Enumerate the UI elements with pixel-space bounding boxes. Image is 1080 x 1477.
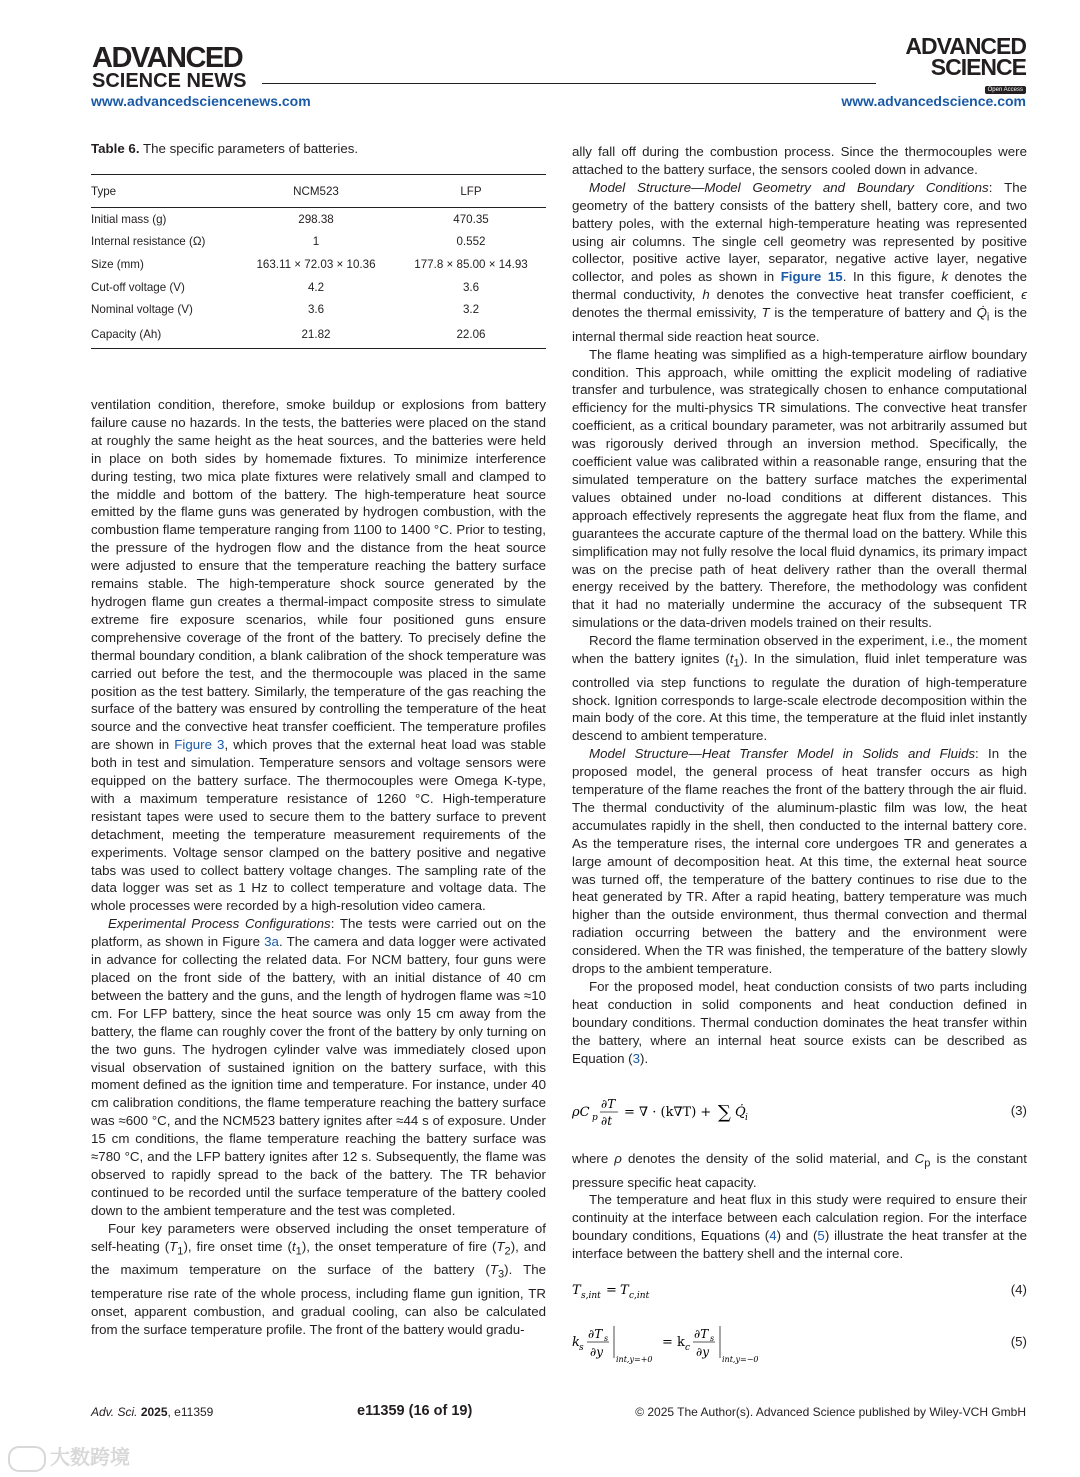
logo-left-line1: ADVANCED: [92, 42, 243, 74]
table-cell: 3.6: [462, 280, 480, 294]
svg-text:k: k: [572, 1335, 580, 1350]
logo-left-line2: SCIENCE NEWS: [92, 70, 247, 92]
equation-5-link[interactable]: 5: [817, 1228, 825, 1244]
paragraph: Four key parameters were observed including the onset temperature of self-heating $(T_1)$, fire onset time $(t_1)$, the onset temperature of fire $(T_2)$, and the maximum temperature on the surface of the battery $(T_3)$. The temperature rise rate of the whole process, including flame gun ignition, TR onset, apparent combustion, and gradual cooling, can also be calculated from the surface temperature profile. The front of the battery would gradu-: [91, 1220, 546, 1337]
table-cell: 177.8 × 85.00 × 14.93: [414, 257, 528, 271]
equation-3-link[interactable]: 3: [632, 1050, 641, 1066]
svg-text:∂y: ∂y: [696, 1345, 709, 1359]
equation-4-formula: [572, 1280, 712, 1304]
table-cell: Cut-off voltage (V): [91, 280, 185, 294]
svg-text:∑: ∑: [718, 1102, 731, 1123]
table-row: [91, 208, 546, 231]
equation-number: (4): [1010, 1282, 1027, 1297]
right-column: [572, 143, 1027, 1068]
svg-text:p: p: [592, 1113, 598, 1123]
svg-text:∂t: ∂t: [601, 1114, 613, 1128]
watermark-text: 大数跨境: [50, 1447, 130, 1469]
table-cell: 3.2: [462, 303, 480, 317]
logo-right-line1: ADVANCED: [905, 33, 1026, 59]
section-heading: Experimental Process Configurations: [108, 916, 331, 932]
figure-3a-link[interactable]: 3a: [264, 934, 279, 950]
table-header-row: [91, 175, 546, 208]
svg-text:ρC: ρC: [572, 1105, 590, 1120]
table-cell: 0.552: [456, 235, 486, 249]
svg-text:s: s: [579, 1343, 584, 1353]
svg-text:s,int: s,int: [581, 1291, 601, 1301]
table-cell: 470.35: [453, 212, 489, 226]
equation-5-formula: [572, 1322, 792, 1368]
equation-4: [572, 1280, 1027, 1302]
table-caption-label: Table 6.: [91, 141, 140, 156]
table-cell: 4.2: [307, 280, 325, 294]
header-rule: [262, 83, 876, 84]
journal-logo-left: [92, 44, 246, 91]
table-cell: 22.06: [456, 327, 486, 341]
watermark-logo-icon: [8, 1446, 46, 1472]
table-cell: 3.6: [307, 303, 325, 317]
table-caption-text: The specific parameters of batteries.: [143, 141, 359, 156]
table-row: [91, 231, 546, 254]
table-row: [91, 321, 546, 349]
paragraph: where ρ denotes the density of the solid material, and $C_p$ is the constant pressure specific heat capacity.: [572, 1151, 1028, 1190]
logo-right-line2: SCIENCE: [930, 54, 1026, 80]
table-cell: Initial mass (g): [91, 212, 167, 226]
section-heading: Model Structure—Heat Transfer Model in Solids and Fluids: [589, 746, 975, 762]
right-column-continued: [572, 1150, 1027, 1263]
svg-text:s: s: [710, 1334, 715, 1343]
svg-text:∂T: ∂T: [588, 1327, 603, 1341]
figure-3-link[interactable]: Figure 3: [174, 737, 225, 753]
paragraph: The temperature and heat flux in this study were required to ensure their continuity at the interface between each calculation region. For the interface boundary conditions, Equations (4) and (5) illustrate the heat transfer at the interface between the battery shell and the internal core.: [572, 1192, 1028, 1262]
footer-copyright: © 2025 The Author(s). Advanced Science published by Wiley-VCH GmbH: [635, 1405, 1026, 1419]
paragraph: Record the flame termination observed in the experiment, i.e., the moment when the battery ignites $(t_1)$. In the simulation, fluid inlet temperature was controlled via step functions to regulate the duration of high-temperature shock. Ignition corresponds to large-scale electrode decomposition within the main body of the core. At this time, the temperature at the fluid inlet instantly descend to ambient temperature.: [572, 633, 1027, 744]
table-cell: Size (mm): [91, 257, 144, 271]
table-caption: [91, 141, 358, 156]
table-cell: Capacity (Ah): [91, 327, 162, 341]
table-cell: 1: [312, 235, 320, 249]
equation-number: (5): [1010, 1334, 1027, 1349]
battery-parameters-table: [91, 174, 546, 349]
footer-journal: Adv. Sci.: [91, 1405, 138, 1419]
watermark: [8, 1441, 130, 1472]
paragraph: Experimental Process Configurations: The tests were carried out on the platform, as shown in Figure 3a. The camera and data logger were activated in advance for collecting the related data. For NCM battery, four guns were placed on the front side of the battery, with an initial distance of 40 cm between the battery and the guns, and the length of hydrogen flame was ≈10 cm. For LFP battery, since the heat source was only 15 cm away from the battery, the flame can roughly cover the front of the battery by only turning on the two guns. The hydrogen cylinder valve was immediately closed upon visual observation of sustained ignition on the battery surface, with this moment defined as the ignition time and temperature. For instance, under 40 cm calibration conditions, the flame temperature reaching the battery surface was ≈600 °C, and the NCM523 battery ignites after ≈44 s of exposure. Under 15 cm conditions, the flame temperature reaching the battery surface was ≈780 °C, and the LFP battery ignites after 12 s. Subsequently, the flame was observed to rapidly spread to the back of the battery. The TR behavior continued to be recorded until the surface temperature of the battery cooled down to the ambient temperature and the test was completed.: [91, 916, 547, 1218]
paragraph: ally fall off during the combustion process. Since the thermocouples were attached to the battery surface, the sensors cooled down in advance.: [572, 144, 1027, 177]
figure-15-link[interactable]: Figure 15: [780, 269, 843, 285]
svg-text:int,y=−0: int,y=−0: [722, 1355, 759, 1364]
svg-text:=: =: [606, 1283, 617, 1298]
svg-text:= k: = k: [662, 1335, 685, 1350]
svg-text:= ∇ · (k∇T) +: = ∇ · (k∇T) +: [624, 1105, 712, 1120]
svg-text:T: T: [572, 1283, 581, 1298]
table-header-cell: LFP: [460, 184, 482, 198]
table-row: [91, 276, 546, 299]
footer-page-number: e11359 (16 of 19): [357, 1403, 473, 1419]
paragraph: The flame heating was simplified as a high-temperature airflow boundary condition. This approach, while omitting the explicit modeling of radiative transfer and turbulence, was strategically chosen to enhance computational efficiency for the multi-physics TR simulations. The convective heat transfer coefficient, as a critical boundary parameter, was not arbitrarily assumed but was rigorously derived through an inversion method. Specifically, the coefficient value was calibrated within a reasonable range, ensuring that the simulated temperature on the battery surface matches the experimental values obtained under no-load conditions at different distances. This approach effectively represents the aggregate heat flux from the flame, and guarantees the accurate capture of the thermal load on the battery. While this simplification may not fully resolve the local fluid dynamics, its primary impact was on the precise path of heat delivery rather than the overall thermal energy received by the battery. Therefore, the methodology was confident that it had no materially undermine the accuracy of the subsequent TR simulations or the data-driven models trained on their results.: [572, 346, 1027, 631]
table-row: [91, 298, 546, 321]
table-cell: 298.38: [298, 212, 334, 226]
svg-text:int,y=+0: int,y=+0: [616, 1355, 653, 1364]
footer-article: , e11359: [167, 1405, 214, 1419]
footer-year: 2025: [140, 1405, 168, 1419]
section-heading: Model Structure—Model Geometry and Boundary Conditions: [589, 179, 989, 195]
left-column: [91, 396, 546, 1338]
svg-text:s: s: [604, 1334, 609, 1343]
left-site-link[interactable]: www.advancedsciencenews.com: [91, 93, 311, 109]
svg-text:c: c: [685, 1343, 691, 1353]
svg-text:∂y: ∂y: [590, 1345, 603, 1359]
right-site-link[interactable]: www.advancedscience.com: [841, 93, 1026, 109]
svg-text:T: T: [620, 1283, 629, 1298]
table-cell: Internal resistance (Ω): [91, 235, 206, 249]
paragraph: Model Structure—Model Geometry and Boundary Conditions: The geometry of the battery consists of the battery shell, battery core, and two battery poles, with the external high-temperature heating was represented using air columns. The single cell geometry was represented by positive collector, positive active layer, separator, negative active layer, negative collector, and poles as shown in Figure 15. In this figure, k denotes the thermal conductivity, h denotes the convective heat transfer coefficient, ϵ denotes the thermal emissivity, T is the temperature of battery and $Q̇_i$ is the internal thermal side reaction heat source.: [572, 179, 1027, 344]
paragraph: Model Structure—Heat Transfer Model in Solids and Fluids: In the proposed model, the general process of heat transfer occurs as high temperature of the flame reaches the front of the battery through the air fluid. The thermal conductivity of the aluminum-plastic film was low, the heat accumulates rapidly in the shell, then conducted to the internal battery core. As the temperature rises, the internal core undergoes TR and generates a large amount of decomposition heat. At this time, the external heat source was turned off, the temperature of the battery continues to rise due to the heat generated by TR. After a rapid heating, battery temperature was much higher than the outside environment, thus thermal convection and thermal radiation occurring between the battery and the environment were considered. When the TR was finished, the temperature of the battery slowly drops to the ambient temperature.: [572, 746, 1027, 977]
svg-text:c,int: c,int: [629, 1291, 650, 1301]
paragraph: ventilation condition, therefore, smoke buildup or explosions from battery failure cause no hazards. In the tests, the batteries were placed on the stand at roughly the same height as the heat sources, and the batteries were held in place on both sides by homemade fixtures. To minimize interference during testing, two mica plate fixtures were relatively small and clamped to the middle and bottom of the battery. The high-temperature heat source emitted by the flame guns was generated by hydrogen combustion, with the combustion flame temperature ranging from 1100 to 1400 °C. Prior to testing, the pressure of the hydrogen flow and the distance from the heat source were adjusted to ensure that the temperature reaching the battery surface remains stable. The high-temperature shock source generated by the hydrogen flame gun creates a thermal-impact composite stress to simulate extreme fire exposure scenarios, while four positioned guns ensure comprehensive coverage of the front of the battery. To precisely define the thermal boundary condition, a blank calibration of the shock temperature was carried out before the test, and the thermocouple was placed in the same position as the test battery. Similarly, the temperature of the gas reaching the surface of the battery was ensured by controlling the temperature of the heat source and the convective heat transfer coefficient. The temperature profiles are shown in Figure 3, which proves that the external heat load was stable both in test and simulation. Temperature sensors and voltage sensors were equipped on the battery surface. The thermocouples were Omega K-type, with a maximum temperature resistance of 1260 °C. High-temperature resistant tapes were used to secure them to the battery surface to prevent detachment, meeting the temperature measurement requirements of the experiments. Voltage sensor clamped on the battery positive and negative tabs was used to collect battery voltage changes. The sampling rate of the data logger was set as 1 Hz to collect temperature and voltage data. The whole processes were recorded by a high-resolution video camera.: [91, 397, 547, 914]
footer-citation: [91, 1405, 213, 1419]
svg-text:i: i: [745, 1113, 748, 1123]
svg-text:∂T: ∂T: [694, 1327, 709, 1341]
svg-text:Q̇: Q̇: [735, 1105, 746, 1120]
table-cell: 163.11 × 72.03 × 10.36: [256, 257, 376, 271]
equation-5: [572, 1322, 1027, 1366]
svg-text:∂T: ∂T: [601, 1097, 616, 1111]
table-header-cell: Type: [91, 184, 117, 198]
equation-number: (3): [1010, 1103, 1027, 1118]
open-access-badge: Open Access: [985, 86, 1026, 94]
table-cell: Nominal voltage (V): [91, 303, 193, 317]
journal-logo-right: [905, 35, 1026, 95]
table-row: [91, 253, 546, 276]
table-cell: 21.82: [301, 327, 331, 341]
equation-3-formula: [572, 1097, 812, 1131]
paragraph: For the proposed model, heat conduction consists of two parts including heat conduction in solid components and heat conduction defined in boundary conditions. Thermal conduction dominates the heat transfer within the battery, where an internal heat source exists can be described as Equation (3).: [572, 979, 1027, 1066]
equation-4-link[interactable]: 4: [769, 1228, 777, 1244]
table-header-cell: NCM523: [293, 184, 339, 198]
equation-3: [572, 1097, 1027, 1127]
